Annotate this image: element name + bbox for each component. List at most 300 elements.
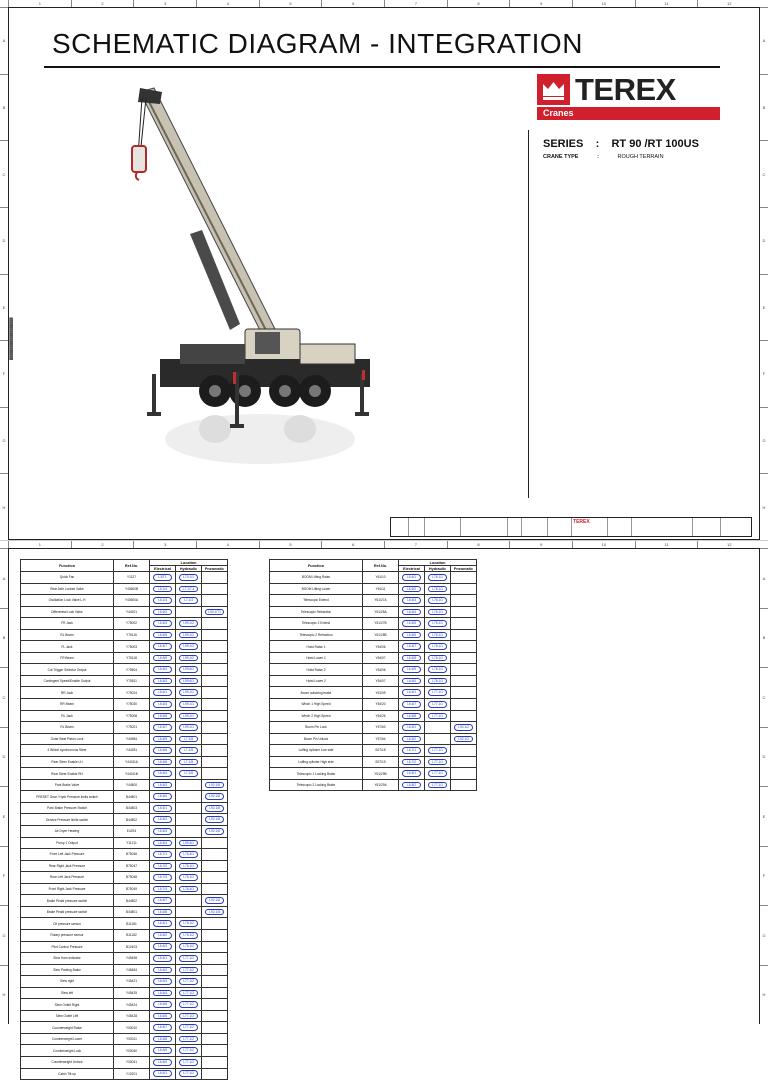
hydraulic-cell	[176, 664, 202, 676]
electrical-location-link[interactable]: I-6.6/4	[153, 840, 172, 847]
electrical-location-link[interactable]: I-6.8/1	[402, 770, 421, 777]
column-ruler	[8, 0, 760, 7]
hydraulic-location-link[interactable]: I-7.1/7.4	[179, 586, 198, 593]
function-cell: FR Jack	[21, 618, 114, 630]
ruler-column-label: 7	[384, 0, 447, 7]
table-row	[21, 710, 228, 722]
electrical-location-link[interactable]: I-6.6/3	[402, 597, 421, 604]
electrical-location-link[interactable]: I-6.7/3	[153, 874, 172, 881]
ruler-column-label: 9	[509, 541, 572, 548]
table-row	[21, 953, 228, 965]
table-row	[21, 1056, 228, 1068]
hydraulic-cell	[425, 641, 451, 653]
electrical-location-link[interactable]: I-6.7/2	[402, 759, 421, 766]
pneumatic-cell	[451, 583, 477, 595]
refno-cell: Y57/63	[363, 722, 399, 734]
electrical-location-link[interactable]: I-6.6/3	[153, 978, 172, 985]
electrical-location-link[interactable]: I-6.6/1	[153, 1070, 172, 1077]
table-row	[21, 849, 228, 861]
ruler-row-label: E	[760, 786, 768, 846]
pneumatic-cell	[451, 606, 477, 618]
electrical-cell	[399, 675, 425, 687]
table-row	[21, 756, 228, 768]
electrical-cell	[150, 583, 176, 595]
table-row	[21, 895, 228, 907]
refno-cell: B27/18	[363, 745, 399, 757]
electrical-location-link[interactable]: I-6.1/4	[153, 586, 172, 593]
hydraulic-location-link[interactable]: I-99.6/1	[179, 666, 198, 673]
electrical-cell	[150, 722, 176, 734]
hydraulic-location-link[interactable]: I-7.1/3	[179, 597, 198, 604]
refno-cell: Y54/20	[363, 699, 399, 711]
electrical-location-link[interactable]: I-6.6/5	[153, 713, 172, 720]
electrical-location-link[interactable]: I-6.6/2	[153, 609, 172, 616]
electrical-location-link[interactable]: I-6.6/0	[153, 1059, 172, 1066]
electrical-location-link[interactable]: I-6.6/1	[153, 920, 172, 927]
pneumatic-cell	[451, 710, 477, 722]
hydraulic-cell	[425, 583, 451, 595]
hydraulic-location-link[interactable]: I-77.1/2	[179, 1001, 198, 1008]
ruler-row-label: D	[760, 727, 768, 787]
pneumatic-cell	[202, 826, 228, 838]
function-cell: Hoist Raise 2	[270, 664, 363, 676]
hydraulic-location-link[interactable]: I-77.1/2	[179, 978, 198, 985]
refno-cell: Y75504	[114, 664, 150, 676]
hydraulic-location-link[interactable]: I-76.1/1	[179, 874, 198, 881]
electrical-cell	[150, 849, 176, 861]
function-location-table-right	[269, 559, 477, 791]
electrical-cell	[150, 572, 176, 584]
electrical-location-link[interactable]: I-6.7/1	[402, 747, 421, 754]
hydraulic-cell	[425, 606, 451, 618]
hydraulic-location-link[interactable]: I-76.1/1	[428, 597, 447, 604]
function-cell: Luffing cylinder Low side	[270, 745, 363, 757]
hydraulic-cell	[176, 826, 202, 838]
hydraulic-cell	[176, 1010, 202, 1022]
pneumatic-location-link[interactable]: I-92.1/8	[205, 897, 224, 904]
hydraulic-location-link[interactable]: I-77.1/1	[428, 747, 447, 754]
refno-cell: Y75003	[114, 641, 150, 653]
hydraulic-cell	[176, 906, 202, 918]
electrical-cell	[150, 999, 176, 1011]
table-row	[21, 976, 228, 988]
hydraulic-cell	[176, 895, 202, 907]
electrical-location-link[interactable]: I-6.7/2	[153, 863, 172, 870]
hydraulic-location-link[interactable]: I-99.6/1	[179, 678, 198, 685]
electrical-location-link[interactable]: I-6.6/3	[153, 943, 172, 950]
pneumatic-location-link[interactable]: I-92.1/8	[205, 816, 224, 823]
hydraulic-cell	[176, 929, 202, 941]
hydraulic-cell	[176, 987, 202, 999]
pneumatic-location-link[interactable]: I-90.1/T1	[205, 609, 224, 616]
electrical-cell	[150, 1010, 176, 1022]
table-row	[21, 699, 228, 711]
electrical-location-link[interactable]: I-6.6/1	[153, 689, 172, 696]
electrical-location-link[interactable]: I-6.6/1	[153, 805, 172, 812]
refno-cell: Y00040	[114, 1045, 150, 1057]
table-row	[270, 745, 477, 757]
electrical-location-link[interactable]: I-6.7/4	[153, 886, 172, 893]
brand-subbar	[537, 107, 720, 120]
electrical-location-link[interactable]: I-6.6/1	[402, 574, 421, 581]
table-row	[21, 675, 228, 687]
pneumatic-cell	[202, 941, 228, 953]
series-label: SERIES	[543, 138, 584, 150]
series-separator: :	[595, 138, 600, 150]
hydraulic-location-link[interactable]: I-99.1/1	[179, 713, 198, 720]
table-row	[270, 629, 477, 641]
refno-cell: Y45424	[114, 999, 150, 1011]
column-ruler	[8, 541, 760, 548]
electrical-location-link[interactable]: I-6.6/2	[153, 932, 172, 939]
hydraulic-location-link[interactable]: I-76.1/1	[428, 620, 447, 627]
electrical-cell	[150, 826, 176, 838]
refno-cell: Y75024	[114, 687, 150, 699]
ruler-column-label: 12	[697, 0, 760, 7]
electrical-location-link[interactable]: I-6.6/9	[153, 1047, 172, 1054]
ruler-row-label: F	[760, 846, 768, 906]
ruler-row-label: B	[760, 74, 768, 141]
table-row	[21, 791, 228, 803]
hydraulic-location-link[interactable]: I-99.1/1	[179, 701, 198, 708]
function-cell: Rear Steer Enable LH	[21, 756, 114, 768]
electrical-location-link[interactable]: I-6.6/4	[153, 990, 172, 997]
hydraulic-cell	[176, 872, 202, 884]
pneumatic-cell	[202, 664, 228, 676]
hydraulic-location-link[interactable]: I-99.1/2	[179, 620, 198, 627]
hydraulic-location-link[interactable]: I-7.1/8	[179, 759, 198, 766]
electrical-location-link[interactable]: I-6.6/2	[402, 586, 421, 593]
electrical-location-link[interactable]: I-6.6/9	[153, 736, 172, 743]
electrical-location-link[interactable]: I-6.6/6	[153, 747, 172, 754]
electrical-location-link[interactable]: I-6.6/8	[402, 713, 421, 720]
ruler-row-label: D	[0, 727, 8, 787]
hydraulic-location-link[interactable]: I-77.1/2	[179, 990, 198, 997]
hydraulic-location-link[interactable]: I-77.1/2	[179, 1024, 198, 1031]
hydraulic-cell	[176, 814, 202, 826]
hydraulic-location-link[interactable]: I-77.1/2	[179, 1059, 198, 1066]
ruler-row-label: C	[760, 140, 768, 207]
electrical-location-link[interactable]: I-6.1/3	[153, 597, 172, 604]
hydraulic-location-link[interactable]: I-76.1/2	[179, 943, 198, 950]
ruler-column-label: 3	[133, 541, 196, 548]
pneumatic-cell	[202, 779, 228, 791]
hydraulic-location-link[interactable]: I-99.1/1	[179, 689, 198, 696]
electrical-location-link[interactable]: I-6.6/5	[153, 632, 172, 639]
drawing-title-block	[390, 517, 752, 537]
hydraulic-location-link[interactable]: I-7.1/8	[179, 770, 198, 777]
hydraulic-location-link[interactable]: I-77.1/2	[179, 1036, 198, 1043]
electrical-location-link[interactable]: I-6.6/6	[402, 632, 421, 639]
function-cell: Brake Pedal pressure switch	[21, 906, 114, 918]
electrical-location-link[interactable]: I-6.6/1	[153, 955, 172, 962]
electrical-cell	[150, 1045, 176, 1057]
table-row	[270, 779, 477, 791]
pneumatic-location-link[interactable]: I-92.1/8	[205, 782, 224, 789]
hydraulic-cell	[176, 802, 202, 814]
electrical-location-link[interactable]: I-6.6/8	[153, 1036, 172, 1043]
electrical-cell	[399, 768, 425, 780]
function-cell: Luffing cylinder High side	[270, 756, 363, 768]
table-row	[270, 641, 477, 653]
hydraulic-location-link[interactable]: I-77.1/2	[179, 967, 198, 974]
electrical-location-link[interactable]: I-6.6/2	[153, 782, 172, 789]
electrical-location-link[interactable]: I-6.6/2	[153, 967, 172, 974]
hydraulic-location-link[interactable]: I-76.4/1	[179, 851, 198, 858]
function-cell: Slew Outlet Left	[21, 1010, 114, 1022]
electrical-location-link[interactable]: I-6.6/5	[153, 1001, 172, 1008]
function-location-table-left	[20, 559, 228, 1080]
electrical-location-link[interactable]: I-6.6/4	[153, 666, 172, 673]
electrical-location-link[interactable]: I-6.6/4	[402, 609, 421, 616]
pneumatic-cell	[202, 929, 228, 941]
hydraulic-location-link[interactable]: I-7.1/8	[179, 747, 198, 754]
refno-cell: Y44011A	[114, 756, 150, 768]
pneumatic-cell	[451, 572, 477, 584]
electrical-cell	[399, 722, 425, 734]
refno-cell: B75049	[114, 883, 150, 895]
function-cell: Counterweight Lock	[21, 1045, 114, 1057]
electrical-location-link[interactable]: I-6.6/1	[402, 689, 421, 696]
electrical-cell	[399, 733, 425, 745]
electrical-location-link[interactable]: I-6.6/8	[153, 909, 172, 916]
refno-cell: Y61/28B	[363, 629, 399, 641]
function-cell: Pump 1 Output	[21, 837, 114, 849]
hydraulic-location-link[interactable]: I-77.1/2	[179, 1070, 198, 1077]
table-row	[21, 1033, 228, 1045]
hydraulic-location-link[interactable]: I-99.1/2	[179, 655, 198, 662]
pneumatic-cell	[451, 733, 477, 745]
electrical-cell	[399, 652, 425, 664]
hydraulic-location-link[interactable]: I-76.1/2	[179, 920, 198, 927]
electrical-location-link[interactable]: I-6.6/2	[153, 678, 172, 685]
pneumatic-location-link[interactable]: I-92.1/2	[454, 724, 473, 731]
pneumatic-cell	[202, 860, 228, 872]
electrical-location-link[interactable]: I-6.6/3	[153, 701, 172, 708]
refno-cell: B12403	[114, 941, 150, 953]
electrical-location-link[interactable]: I-6.8/2	[402, 782, 421, 789]
hydraulic-location-link[interactable]: I-76.1/1	[179, 863, 198, 870]
electrical-location-link[interactable]: I-6.6/7	[153, 897, 172, 904]
function-cell: Boom outswing brake	[270, 687, 363, 699]
refno-cell: Y61/27A	[363, 595, 399, 607]
col-location: Location	[150, 560, 228, 566]
function-cell: FL Jack	[21, 641, 114, 653]
pneumatic-cell	[202, 895, 228, 907]
refno-cell: Y54/07	[363, 675, 399, 687]
hydraulic-location-link[interactable]: I-77.1/1	[428, 689, 447, 696]
ruler-row-label: A	[0, 548, 8, 608]
table-row	[270, 652, 477, 664]
pneumatic-cell	[202, 583, 228, 595]
ruler-row-label: H	[760, 965, 768, 1025]
pneumatic-cell	[202, 618, 228, 630]
ruler-row-label: A	[760, 7, 768, 74]
hydraulic-location-link[interactable]: I-77.1/1	[428, 782, 447, 789]
hydraulic-location-link[interactable]: I-77.1/2	[179, 1013, 198, 1020]
table-row	[270, 675, 477, 687]
ruler-row-label: H	[0, 473, 8, 540]
electrical-location-link[interactable]: I-6.6/1	[402, 724, 421, 731]
function-cell: Rear Right Jack Pressure	[21, 860, 114, 872]
ruler-row-label: C	[0, 667, 8, 727]
col-electrical: Electrical	[399, 566, 425, 572]
hydraulic-location-link[interactable]: I-76.1/1	[428, 643, 447, 650]
ruler-column-label: 10	[572, 541, 635, 548]
refno-cell: Y44984	[114, 733, 150, 745]
ruler-row-label: B	[0, 74, 8, 141]
pneumatic-cell	[451, 652, 477, 664]
hydraulic-location-link[interactable]: I-77.1/1	[428, 770, 447, 777]
electrical-cell	[150, 595, 176, 607]
refno-cell: B75047	[114, 860, 150, 872]
pneumatic-location-link[interactable]: I-92.1/2	[454, 736, 473, 743]
function-cell: Front Left Jack Pressure	[21, 849, 114, 861]
function-cell: Cabin Tilt up	[21, 1068, 114, 1080]
electrical-location-link[interactable]: I-6.6/7	[402, 701, 421, 708]
function-cell: Quick Fan	[21, 572, 114, 584]
hydraulic-cell	[176, 999, 202, 1011]
ruler-row-label: A	[760, 548, 768, 608]
electrical-cell	[150, 895, 176, 907]
hydraulic-location-link[interactable]: I-7.1/8	[179, 736, 198, 743]
hydraulic-location-link[interactable]: I-99.1/1	[179, 724, 198, 731]
refno-cell: Y61/11	[363, 583, 399, 595]
electrical-location-link[interactable]: I-6.6/3	[153, 828, 172, 835]
hydraulic-location-link[interactable]: I-99.4/1	[179, 840, 198, 847]
pneumatic-cell	[202, 999, 228, 1011]
table-row	[21, 918, 228, 930]
pneumatic-location-link[interactable]: I-92.1/8	[205, 793, 224, 800]
refno-cell: Y54/26	[363, 710, 399, 722]
hydraulic-cell	[176, 595, 202, 607]
pneumatic-cell	[202, 1068, 228, 1080]
hydraulic-cell	[176, 1056, 202, 1068]
hydraulic-location-link[interactable]: I-76.4/1	[179, 886, 198, 893]
hydraulic-location-link[interactable]: I-99.1/2	[179, 643, 198, 650]
function-cell: Oil pressure sensor	[21, 918, 114, 930]
crane-type-value: ROUGH TERRAIN	[617, 154, 664, 160]
table-row	[270, 733, 477, 745]
electrical-location-link[interactable]: I-6.6/7	[153, 1024, 172, 1031]
ruler-column-label: 9	[509, 0, 572, 7]
electrical-location-link[interactable]: I-6.6/6	[153, 1013, 172, 1020]
electrical-location-link[interactable]: I-6.6/5	[402, 620, 421, 627]
electrical-cell	[150, 837, 176, 849]
hydraulic-location-link[interactable]: I-77.1/1	[428, 759, 447, 766]
ruler-row-label: E	[0, 786, 8, 846]
hydraulic-location-link[interactable]: I-76.1/2	[179, 932, 198, 939]
hydraulic-location-link[interactable]: I-70.1/1	[179, 574, 198, 581]
series-value: RT 90 /RT 100US	[611, 138, 699, 150]
table-row	[21, 722, 228, 734]
table-row	[21, 814, 228, 826]
hydraulic-location-link[interactable]: I-76.1/1	[428, 609, 447, 616]
electrical-location-link[interactable]: I-6.6/7	[402, 643, 421, 650]
function-cell: Brake Pedal pressure switch	[21, 895, 114, 907]
hydraulic-location-link[interactable]: I-76.1/1	[428, 655, 447, 662]
hydraulic-cell	[176, 791, 202, 803]
electrical-location-link[interactable]: I-3/T1	[153, 574, 172, 581]
electrical-cell	[150, 618, 176, 630]
electrical-cell	[150, 987, 176, 999]
pneumatic-cell	[451, 687, 477, 699]
function-cell: Telescopic Retraction	[270, 606, 363, 618]
electrical-location-link[interactable]: I-6.6/0	[402, 678, 421, 685]
pneumatic-cell	[202, 906, 228, 918]
hydraulic-location-link[interactable]: I-76.1/1	[428, 666, 447, 673]
pneumatic-location-link[interactable]: I-92.1/8	[205, 805, 224, 812]
ruler-column-label: 4	[196, 0, 259, 7]
electrical-location-link[interactable]: I-6.6/2	[402, 736, 421, 743]
function-cell: Hoist Lower 1	[270, 652, 363, 664]
ruler-column-label: 2	[71, 0, 134, 7]
ruler-row-label: E	[760, 274, 768, 341]
electrical-cell	[399, 595, 425, 607]
hydraulic-location-link[interactable]: I-76.1/1	[428, 632, 447, 639]
ruler-column-label: 8	[447, 541, 510, 548]
hydraulic-location-link[interactable]: I-77.1/1	[428, 713, 447, 720]
electrical-location-link[interactable]: I-6.6/2	[153, 816, 172, 823]
electrical-location-link[interactable]: I-6.6/9	[402, 666, 421, 673]
pneumatic-cell	[202, 1045, 228, 1057]
hydraulic-cell	[425, 664, 451, 676]
electrical-location-link[interactable]: I-6.6/4	[153, 770, 172, 777]
electrical-location-link[interactable]: I-6.7/1	[153, 851, 172, 858]
electrical-location-link[interactable]: I-6.6/9	[153, 655, 172, 662]
pneumatic-cell	[202, 641, 228, 653]
refno-cell: B44801	[114, 906, 150, 918]
hydraulic-location-link[interactable]: I-76.1/1	[428, 586, 447, 593]
function-cell: RL Beam	[21, 722, 114, 734]
ruler-row-label: A	[0, 7, 8, 74]
refno-cell: Y40600B	[114, 583, 150, 595]
hydraulic-location-link[interactable]: I-77.1/2	[179, 955, 198, 962]
pneumatic-cell	[451, 699, 477, 711]
electrical-location-link[interactable]: I-6.6/7	[153, 724, 172, 731]
ruler-row-label: H	[0, 965, 8, 1025]
electrical-location-link[interactable]: I-6.6/7	[153, 643, 172, 650]
hydraulic-location-link[interactable]: I-76.1/1	[428, 678, 447, 685]
electrical-location-link[interactable]: I-6.6/6	[153, 759, 172, 766]
pneumatic-location-link[interactable]: I-92.1/8	[205, 909, 224, 916]
electrical-location-link[interactable]: I-6.6/3	[153, 620, 172, 627]
col-function: Function	[270, 560, 363, 572]
table-row	[21, 826, 228, 838]
pneumatic-cell	[202, 849, 228, 861]
refno-cell: Y75002	[114, 618, 150, 630]
electrical-cell	[150, 606, 176, 618]
pneumatic-cell	[202, 595, 228, 607]
ruler-row-label: G	[0, 905, 8, 965]
hydraulic-location-link[interactable]: I-77.1/1	[428, 701, 447, 708]
electrical-location-link[interactable]: I-6.6/8	[402, 655, 421, 662]
col-pneumatic: Pneumatic	[451, 566, 477, 572]
pneumatic-cell	[202, 953, 228, 965]
pneumatic-cell	[202, 1056, 228, 1068]
hydraulic-location-link[interactable]: I-76.1/1	[428, 574, 447, 581]
table-row	[21, 1045, 228, 1057]
ruler-row-label: E	[0, 274, 8, 341]
pneumatic-location-link[interactable]: I-92.1/8	[205, 828, 224, 835]
electrical-location-link[interactable]: I-6.6/0	[153, 793, 172, 800]
electrical-cell	[150, 652, 176, 664]
table-row	[270, 583, 477, 595]
hydraulic-location-link[interactable]: I-77.1/2	[179, 1047, 198, 1054]
hydraulic-cell	[176, 964, 202, 976]
electrical-cell	[399, 572, 425, 584]
hydraulic-location-link[interactable]: I-99.1/2	[179, 632, 198, 639]
